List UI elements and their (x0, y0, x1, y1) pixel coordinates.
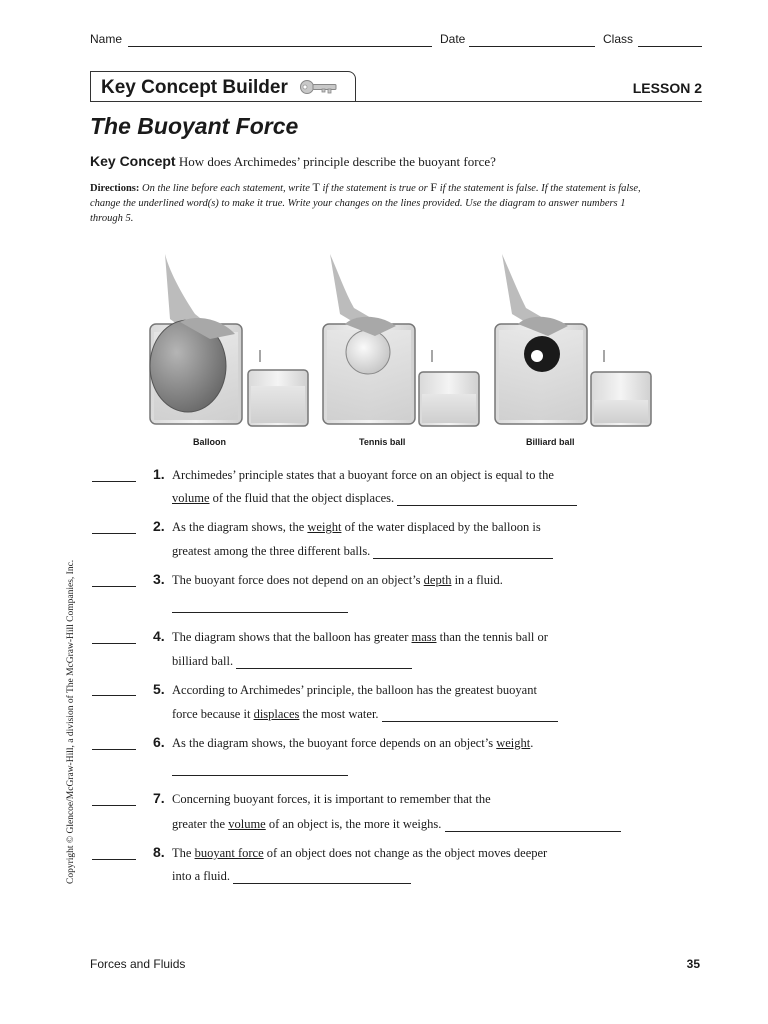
correction-line-7[interactable] (445, 831, 621, 832)
banner-title: Key Concept Builder (101, 77, 288, 98)
name-line[interactable] (128, 46, 432, 47)
correction-line-1[interactable] (397, 505, 577, 506)
correction-line-8[interactable] (233, 883, 411, 884)
question-5-line-1: According to Archimedes’ principle, the balloon has the greatest buoyant (172, 683, 537, 697)
answer-blank-3[interactable] (92, 586, 136, 587)
question-3-line-1: The buoyant force does not depend on an object’s depth in a fluid. (172, 573, 503, 587)
question-number: 6. (153, 734, 165, 750)
question-number: 4. (153, 628, 165, 644)
beaker-diagram (140, 244, 670, 459)
beaker-set-balloon (150, 254, 308, 426)
answer-blank-7[interactable] (92, 805, 136, 806)
copyright-notice: Copyright © Glencoe/McGraw-Hill, a division of The McGraw-Hill Companies, Inc. (66, 559, 76, 884)
question-6-line-2 (172, 761, 348, 776)
banner-rule (90, 101, 702, 102)
question-number: 1. (153, 466, 165, 482)
question-1-line-1: Archimedes’ principle states that a buoyant force on an object is equal to the (172, 468, 554, 482)
question-1-line-2: volume of the fluid that the object displaces. (172, 491, 577, 506)
key-concept-question: How does Archimedes’ principle describe the buoyant force? (178, 154, 496, 169)
question-8-line-2: into a fluid. (172, 869, 411, 884)
footer-unit-title: Forces and Fluids (90, 957, 186, 971)
key-concept (90, 153, 496, 170)
question-number: 8. (153, 844, 165, 860)
question-number: 5. (153, 681, 165, 697)
question-4-line-1: The diagram shows that the balloon has greater mass than the tennis ball or (172, 630, 548, 644)
answer-blank-6[interactable] (92, 749, 136, 750)
directions-text: On the line before each statement, write T if the statement is true or F if the statement is false. If the statement is false, change the underlined word(s) to make it true. Write your changes on the lines provided. Use the diagram to answer numbers 1 through 5. (90, 180, 641, 224)
correction-line-6[interactable] (172, 761, 348, 776)
header-row (90, 32, 702, 50)
date-label: Date (440, 32, 466, 46)
correction-line-5[interactable] (382, 721, 558, 722)
date-line[interactable] (469, 46, 595, 47)
key-concept-label: Key Concept (90, 153, 176, 169)
class-label: Class (603, 32, 634, 46)
diagram-label-billiard-ball: Billiard ball (526, 437, 575, 447)
page-title: The Buoyant Force (90, 113, 299, 139)
diagram-label-balloon: Balloon (193, 437, 226, 447)
key-icon (299, 78, 339, 101)
answer-blank-4[interactable] (92, 643, 136, 644)
answer-blank-8[interactable] (92, 859, 136, 860)
question-8-line-1: The buoyant force of an object does not change as the object moves deeper (172, 846, 548, 860)
answer-blank-5[interactable] (92, 695, 136, 696)
beaker-set-tennis-ball (323, 254, 479, 426)
answer-blank-1[interactable] (92, 481, 136, 482)
diagram-label-tennis-ball: Tennis ball (359, 437, 406, 447)
correction-line-3[interactable] (172, 598, 348, 613)
question-2-line-2: greatest among the three different balls. (172, 544, 553, 559)
directions (90, 180, 650, 226)
question-5-line-2: force because it displaces the most water. (172, 707, 558, 722)
lesson-label: LESSON 2 (632, 80, 702, 96)
page-number: 35 (686, 957, 700, 971)
question-7-line-1: Concerning buoyant forces, it is important to remember that the (172, 792, 491, 806)
question-4-line-2: billiard ball. (172, 654, 412, 669)
correction-line-4[interactable] (236, 668, 412, 669)
name-label: Name (90, 32, 123, 46)
question-2-line-1: As the diagram shows, the weight of the water displaced by the balloon is (172, 520, 541, 534)
question-number: 2. (153, 518, 165, 534)
key-concept-builder-banner (90, 71, 356, 102)
directions-label: Directions: (90, 183, 140, 194)
question-3-line-2 (172, 598, 348, 613)
question-number: 3. (153, 571, 165, 587)
answer-blank-2[interactable] (92, 533, 136, 534)
question-number: 7. (153, 790, 165, 806)
question-7-line-2: greater the volume of an object is, the more it weighs. (172, 817, 621, 832)
class-line[interactable] (638, 46, 702, 47)
correction-line-2[interactable] (373, 558, 553, 559)
beaker-set-billiard-ball (495, 254, 651, 426)
question-6-line-1: As the diagram shows, the buoyant force depends on an object’s weight. (172, 736, 534, 750)
